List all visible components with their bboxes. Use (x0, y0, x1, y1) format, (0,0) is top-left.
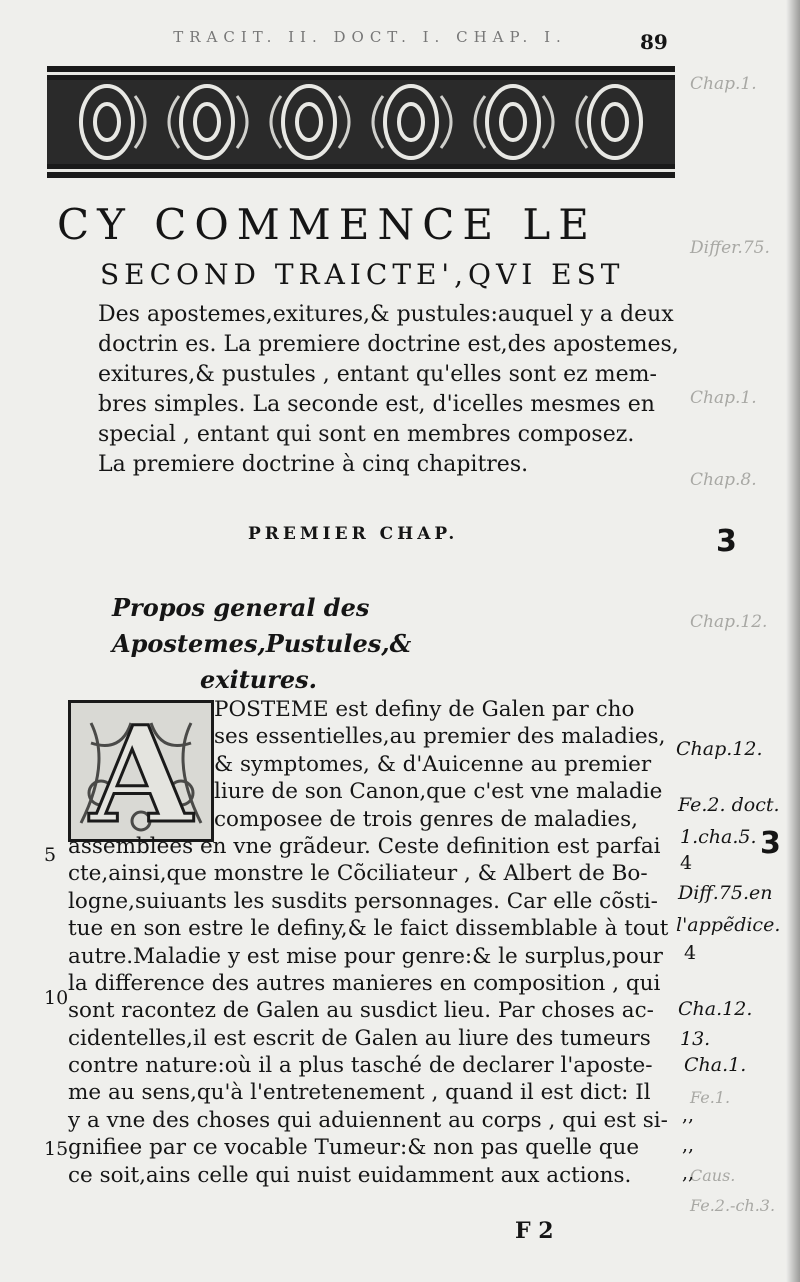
margin-note: Cha.12. (678, 998, 753, 1020)
line-number: 5 (44, 844, 57, 866)
bleed-through-note: Fe.2.-ch.3. (690, 1196, 776, 1215)
page-edge-shadow (786, 0, 800, 1282)
text-line: me au sens,qu'à l'entretenement , quand il est dict: Il (68, 1080, 651, 1106)
text-line: logne,suiuants les susdits personnages. Car elle cõsti- (68, 888, 658, 914)
margin-note: 13. (680, 1028, 711, 1050)
text-line: tue en son estre le definy,& le faict dissemblable à tout (68, 916, 669, 942)
text-line: liure de son Canon,que c'est vne maladie (214, 779, 663, 805)
quote-mark: ,, (682, 1104, 695, 1126)
pencil-mark: 3 (760, 826, 781, 861)
treatise-title-line-2: SECOND TRAICTE',QVI EST (100, 258, 625, 291)
text-line: La premiere doctrine à cinq chapitres. (98, 452, 529, 477)
text-line: ses essentielles,au premier des maladies, (214, 724, 666, 750)
page-number: 89 (640, 30, 668, 54)
text-line: bres simples. La seconde est, d'icelles mesmes en (98, 392, 655, 417)
margin-note: Chap.12. (676, 738, 763, 760)
signature-mark: F 2 (515, 1218, 554, 1244)
text-line: ce soit,ains celle qui nuist euidamment aux actions. (68, 1162, 632, 1188)
running-head: TRACIT. II. DOCT. I. CHAP. I. (173, 28, 567, 46)
text-line: y a vne des choses qui aduiennent au corps , qui est si- (68, 1107, 668, 1133)
line-number: 15 (44, 1138, 69, 1160)
text-line: cte,ainsi,que monstre le Cõciliateur , & Albert de Bo- (68, 861, 648, 887)
text-line: contre nature:où il a plus tasché de declarer l'aposte- (68, 1053, 653, 1079)
margin-note: l'appẽdice. (676, 914, 781, 936)
bleed-through-note: Chap.1. (690, 74, 757, 94)
margin-note: 1.cha.5. (680, 826, 757, 848)
subtitle-line: Propos general des Apostemes,Pustules,& (112, 593, 412, 658)
ornamental-headpiece (47, 66, 675, 178)
introduction-paragraph (98, 300, 679, 480)
text-line: POSTEME est definy de Galen par cho (214, 697, 635, 722)
line-number: 10 (44, 987, 69, 1009)
bleed-through-note: Chap.1. (690, 388, 757, 408)
text-line: cidentelles,il est escrit de Galen au liure des tumeurs (68, 1025, 651, 1051)
margin-note: 4 (680, 852, 693, 874)
bleed-through-note: Differ.75. (690, 238, 770, 258)
subtitle-line: exitures. (200, 665, 318, 694)
text-line: autre.Maladie y est mise pour genre:& le surplus,pour (68, 943, 663, 969)
text-line: gnifiee par ce vocable Tumeur:& non pas quelle que (68, 1135, 640, 1161)
quote-mark: ,, (682, 1134, 695, 1156)
bleed-through-note: Caus. (690, 1166, 736, 1185)
text-line: sont racontez de Galen au susdict lieu. Par choses ac- (68, 998, 654, 1024)
text-line: special , entant qui sont en membres composez. (98, 422, 635, 447)
text-line: doctrin es. La premiere doctrine est,des apostemes, (98, 332, 679, 357)
bleed-through-note: Chap.12. (690, 612, 768, 632)
margin-note: Diff.75.en (678, 882, 773, 904)
text-line: la difference des autres manieres en composition , qui (68, 970, 661, 996)
chapter-body (68, 696, 680, 1189)
margin-note: Cha.1. (684, 1054, 747, 1076)
quote-mark: ,, (682, 1162, 695, 1184)
margin-note: Fe.2. doct. (678, 794, 780, 816)
text-line: exitures,& pustules , entant qu'elles sont ez mem- (98, 362, 657, 387)
text-line: & symptomes, & d'Auicenne au premier (214, 751, 652, 777)
text-line: Des apostemes,exitures,& pustules:auquel y a deux (98, 302, 674, 327)
margin-note: 4 (684, 942, 697, 964)
drop-cap-letter: A (89, 703, 193, 839)
text-line: composee de trois genres de maladies, (214, 806, 638, 832)
bleed-through-note: Fe.1. (690, 1088, 731, 1107)
chapter-heading: PREMIER CHAP. (248, 524, 459, 544)
bleed-through-note: Chap.8. (690, 470, 757, 490)
chapter-subtitle (112, 590, 672, 698)
pencil-mark: 3 (716, 524, 737, 559)
treatise-title-line-1: CY COMMENCE LE (57, 200, 597, 249)
text-line: assemblees en vne grãdeur. Ceste definition est parfai (68, 833, 661, 859)
